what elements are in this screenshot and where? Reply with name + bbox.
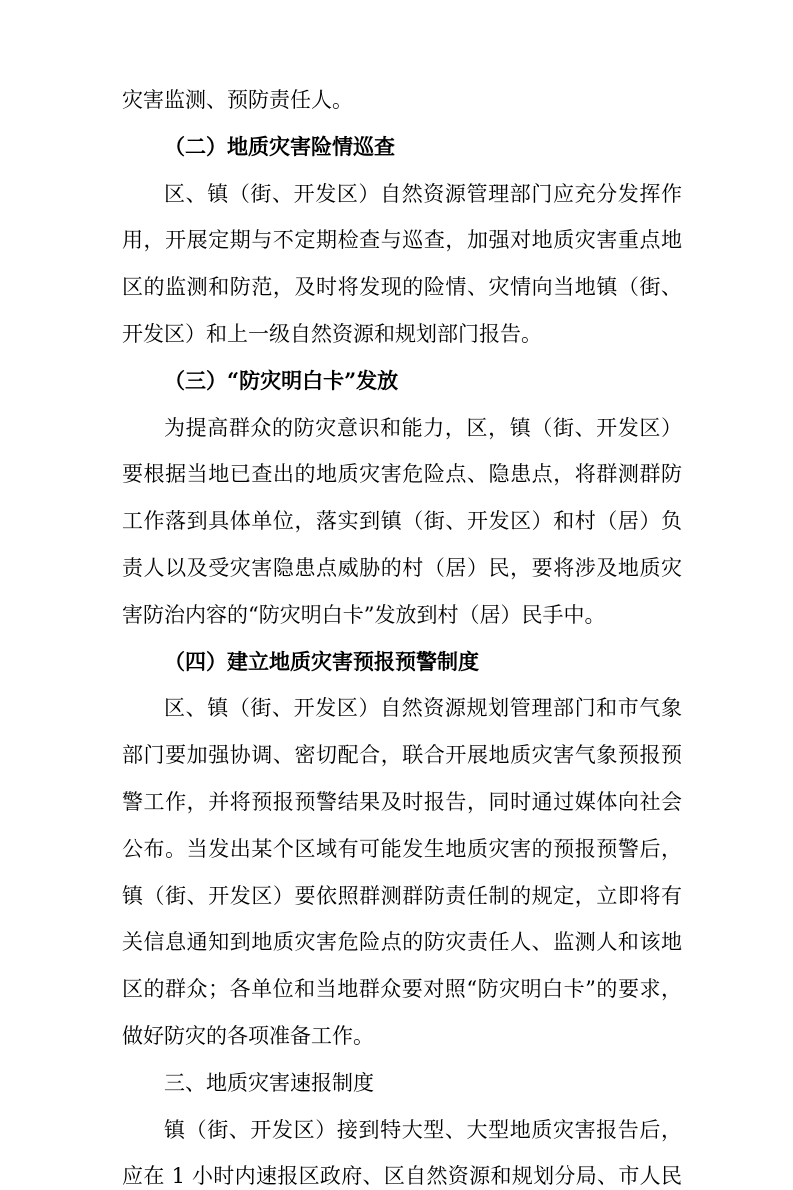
paragraph-first-line: 为提高群众的防灾意识和能力，区，镇（街、开发区） xyxy=(164,416,682,440)
body-line: 镇（街、开发区）要依照群测群防责任制的规定，立即将有 xyxy=(122,884,682,908)
body-line: 用，开展定期与不定期检查与巡查，加强对地质灾害重点地 xyxy=(122,228,682,252)
subsection-heading: （四）建立地质灾害预报预警制度 xyxy=(164,649,479,674)
body-line: 警工作，并将预报预警结果及时报告，同时通过媒体向社会 xyxy=(122,790,682,814)
paragraph-last-line: 害防治内容的“防灾明白卡”发放到村（居）民手中。 xyxy=(122,603,606,627)
body-line: 应在 1 小时内速报区政府、区自然资源和规划分局、市人民 xyxy=(122,1164,682,1188)
body-line: 关信息通知到地质灾害危险点的防灾责任人、监测人和该地 xyxy=(122,930,682,954)
body-line: 区的群众；各单位和当地群众要对照“防灾明白卡”的要求， xyxy=(122,977,682,1001)
paragraph-first-line: 镇（街、开发区）接到特大型、大型地质灾害报告后， xyxy=(164,1118,682,1142)
paragraph-first-line: 区、镇（街、开发区）自然资源规划管理部门和市气象 xyxy=(164,696,682,720)
body-line: 公布。当发出某个区域有可能发生地质灾害的预报预警后， xyxy=(122,837,682,861)
body-line: 部门要加强协调、密切配合，联合开展地质灾害气象预报预 xyxy=(122,743,682,767)
subsection-heading: （三）“防灾明白卡”发放 xyxy=(164,368,399,393)
body-line: 工作落到具体单位，落实到镇（街、开发区）和村（居）负 xyxy=(122,509,682,533)
paragraph-first-line: 区、镇（街、开发区）自然资源管理部门应充分发挥作 xyxy=(164,182,682,206)
subsection-heading: （二）地质灾害险情巡查 xyxy=(164,134,395,159)
body-line: 区的监测和防范，及时将发现的险情、灾情向当地镇（街、 xyxy=(122,275,682,299)
body-line: 责人以及受灾害隐患点威胁的村（居）民，要将涉及地质灾 xyxy=(122,556,682,580)
section-heading: 三、地质灾害速报制度 xyxy=(164,1071,374,1095)
paragraph-last-line: 做好防灾的各项准备工作。 xyxy=(122,1024,374,1048)
body-line: 要根据当地已查出的地质灾害危险点、隐患点，将群测群防 xyxy=(122,462,682,486)
paragraph-last-line: 开发区）和上一级自然资源和规划部门报告。 xyxy=(122,322,542,346)
paragraph-last-line: 灾害监测、预防责任人。 xyxy=(122,88,353,112)
